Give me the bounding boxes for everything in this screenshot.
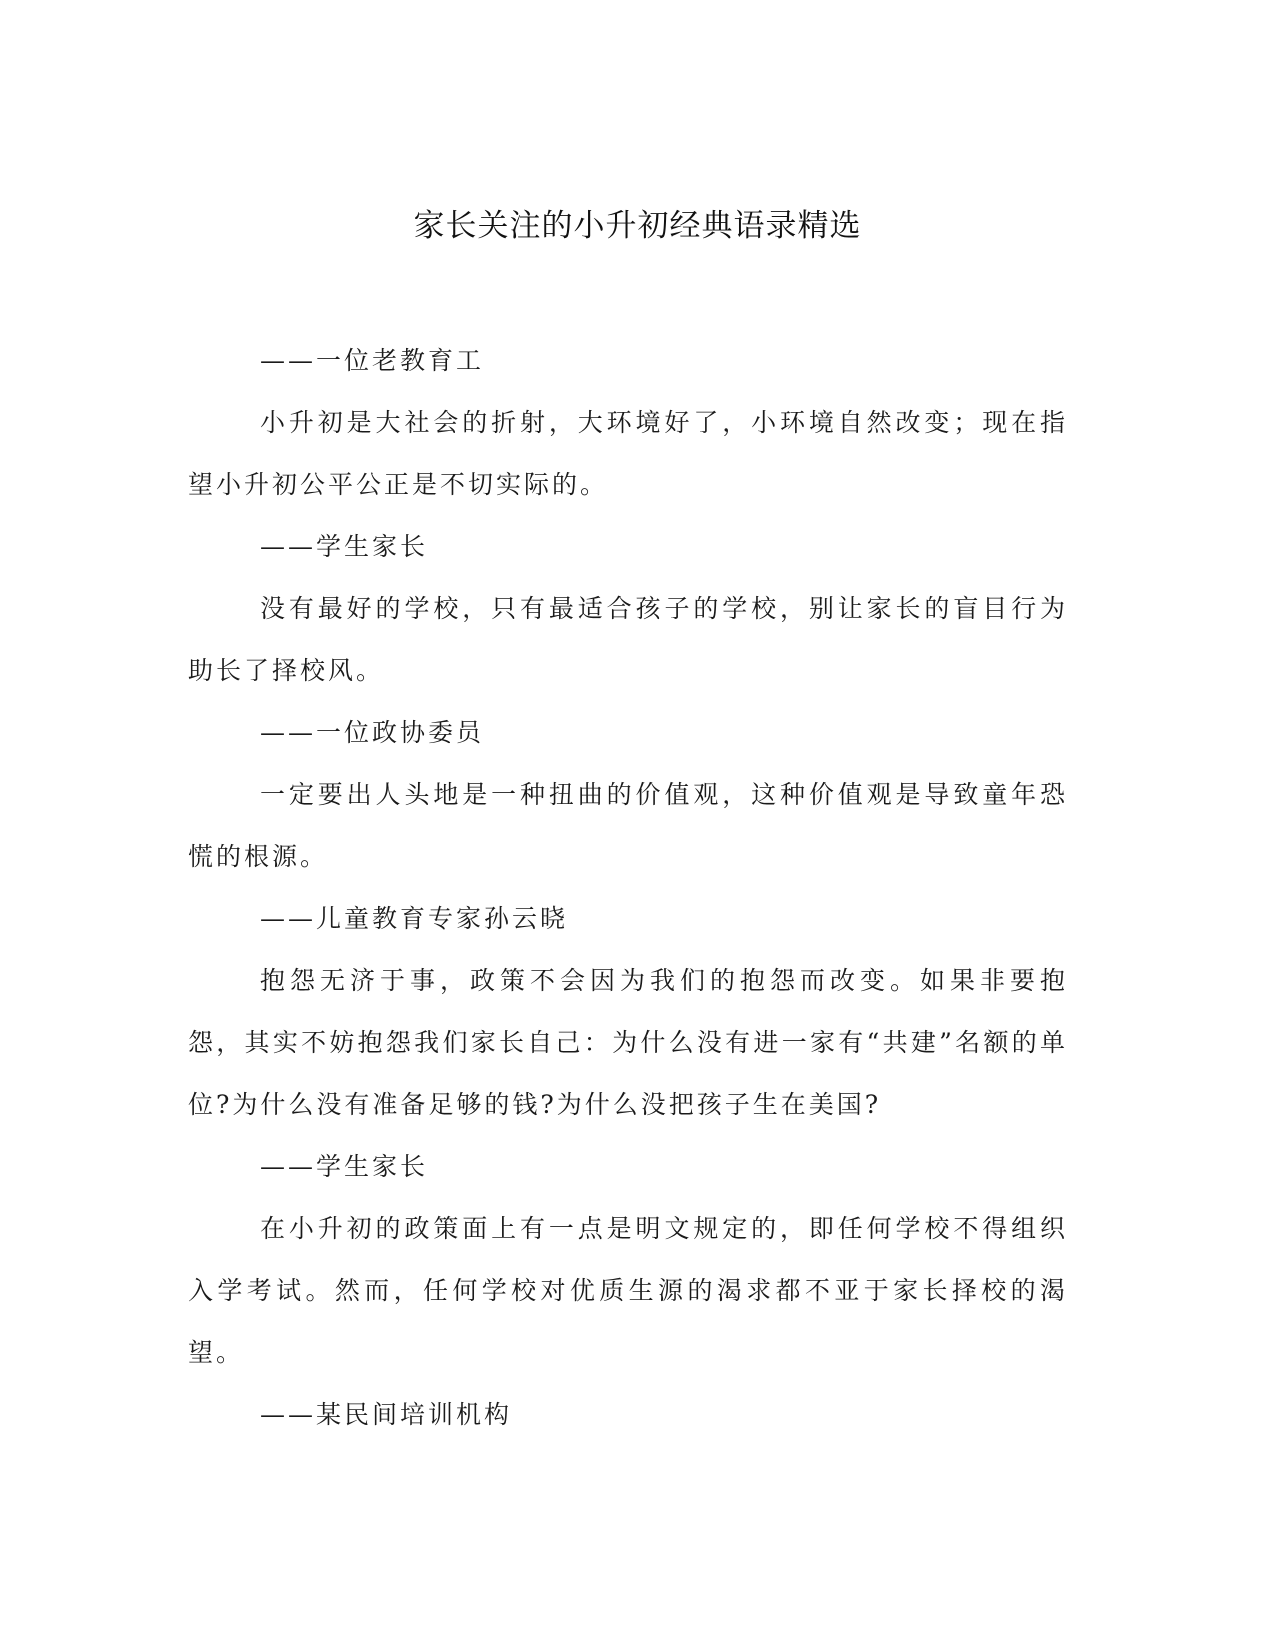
document-body <box>188 330 1068 1446</box>
attribution-line: ——一位政协委员 <box>260 718 485 747</box>
quote-paragraph: 在小升初的政策面上有一点是明文规定的，即任何学校不得组织入学考试。然而，任何学校对优质生源的渴求都不亚于家长择校的渴望。 <box>188 1214 1068 1367</box>
attribution-line: ——儿童教育专家孙云晓 <box>260 904 569 933</box>
quote-paragraph: 没有最好的学校，只有最适合孩子的学校，别让家长的盲目行为助长了择校风。 <box>188 594 1068 685</box>
attribution-line: ——学生家长 <box>260 532 429 561</box>
attribution-line: ——一位老教育工 <box>260 346 485 375</box>
attribution-line: ——学生家长 <box>260 1152 429 1181</box>
quote-paragraph: 小升初是大社会的折射，大环境好了，小环境自然改变；现在指望小升初公平公正是不切实际的。 <box>188 408 1068 499</box>
attribution-line: ——某民间培训机构 <box>260 1400 513 1429</box>
quote-paragraph: 抱怨无济于事，政策不会因为我们的抱怨而改变。如果非要抱怨，其实不妨抱怨我们家长自己：为什么没有进一家有“共建”名额的单位?为什么没有准备足够的钱?为什么没把孩子生在美国? <box>188 966 1068 1119</box>
quote-paragraph: 一定要出人头地是一种扭曲的价值观，这种价值观是导致童年恐慌的根源。 <box>188 780 1068 871</box>
document-title: 家长关注的小升初经典语录精选 <box>413 208 862 244</box>
